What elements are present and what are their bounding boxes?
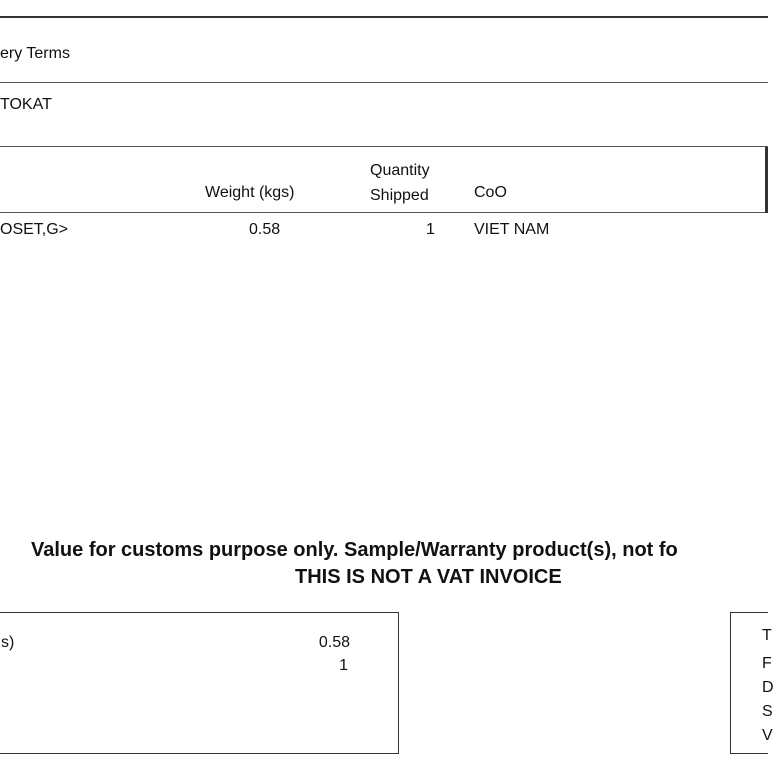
row-weight: 0.58	[249, 221, 281, 238]
carrier-value: TOKAT	[0, 96, 52, 113]
column-header-quantity-line2: Shipped	[370, 187, 429, 204]
delivery-terms-label: ery Terms	[0, 45, 70, 62]
totals-box	[730, 612, 774, 754]
table-header-divider	[0, 212, 768, 213]
customs-notice: Value for customs purpose only. Sample/Warranty product(s), not fo	[31, 539, 678, 561]
totals-line-1: T	[762, 627, 772, 644]
vat-notice: THIS IS NOT A VAT INVOICE	[295, 566, 562, 588]
row-quantity: 1	[426, 221, 435, 238]
divider-2	[0, 146, 768, 147]
table-right-edge	[765, 147, 768, 213]
row-coo: VIET NAM	[474, 221, 550, 238]
totals-line-3: D	[762, 679, 774, 696]
column-header-coo: CoO	[474, 184, 507, 201]
summary-weight: 0.58	[318, 634, 350, 651]
totals-line-2: F	[762, 655, 772, 672]
row-description: OSET,G>	[0, 221, 69, 238]
summary-quantity: 1	[339, 657, 348, 674]
column-header-quantity-line1: Quantity	[370, 162, 430, 179]
divider-1	[0, 82, 768, 83]
summary-label: s)	[1, 634, 15, 651]
column-header-weight: Weight (kgs)	[205, 184, 295, 201]
totals-line-5: V	[762, 727, 773, 744]
totals-line-4: S	[762, 703, 773, 720]
summary-box	[0, 612, 399, 754]
top-border	[0, 16, 768, 18]
